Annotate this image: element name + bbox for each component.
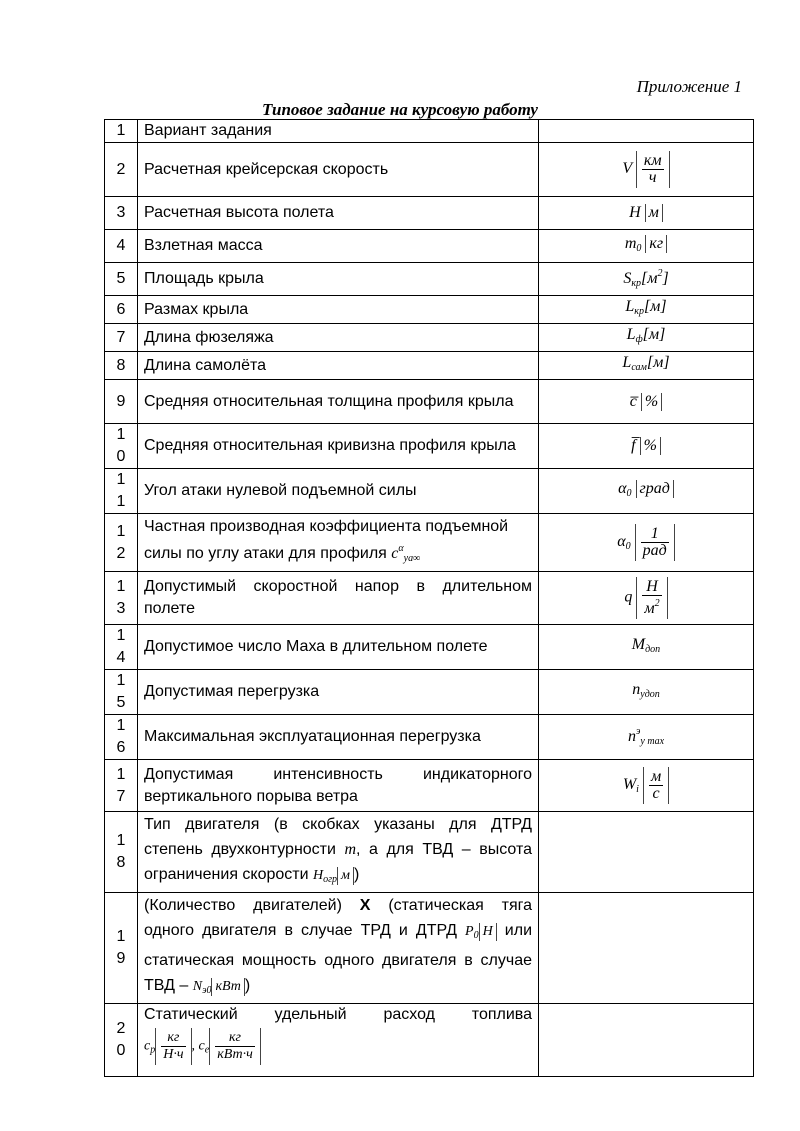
symbol-subscript: сам [631,362,647,373]
row-number: 2 [105,143,138,197]
unit-denominator-text: м [644,600,655,617]
table-row [105,296,754,324]
table-row [105,715,754,760]
row-number-text: 14 [116,627,126,666]
formula-symbol: c [144,1038,151,1054]
row-symbol [539,296,754,324]
symbol-unit: м [645,204,663,222]
row-number [105,514,138,572]
formula-unit: м [337,867,354,885]
row-number: 9 [105,380,138,424]
unit-bracket [209,1028,261,1065]
table-row [105,424,754,469]
unit-bracket [635,524,675,561]
symbol-subscript: 0 [636,242,642,254]
row-number [105,1004,138,1077]
row-number [105,424,138,469]
row-parameter [138,893,539,1004]
symbol-subscript: ф [635,334,643,345]
row-number-text: 12 [116,522,126,562]
symbol-unit: [м [641,270,658,287]
row-symbol [539,197,754,230]
symbol-text: S [623,270,632,287]
formula-symbol: N [192,979,203,994]
symbol-unit: % [640,437,661,455]
row-symbol [539,893,754,1004]
row-number-text: 19 [116,928,126,967]
table-row [105,230,754,263]
row-number: 6 [105,296,138,324]
formula-subscript: e [204,1044,210,1056]
parameter-text-cont: , а для ТВД – высота ограничения скорости [144,841,533,883]
row-number [105,469,138,514]
row-number: 1 [105,120,138,143]
row-number [105,812,138,893]
row-number-text: 18 [116,832,126,871]
symbol-unit: [м] [643,298,667,315]
table-row [105,670,754,715]
parameter-text-cont: (статическая тяга одного двигателя в случае ТРД и ДТРД [144,897,532,939]
symbol-text: H [629,204,641,221]
row-parameter: Площадь крыла [138,263,539,296]
unit-denominator: Н·ч [163,1047,184,1062]
unit-bracket [636,151,670,188]
row-parameter: Размах крыла [138,296,539,324]
symbol-unit: % [641,393,662,411]
table-row [105,893,754,1004]
inline-formula [144,1028,532,1065]
inline-formula [313,868,354,883]
row-parameter [138,1004,539,1077]
formula-symbol: c [198,1038,205,1054]
table-row [105,572,754,625]
row-symbol [539,760,754,812]
unit-denominator: кВт·ч [217,1047,253,1062]
row-symbol [539,324,754,352]
symbol-text: V [622,160,632,178]
row-symbol [539,514,754,572]
unit-denominator: с [652,785,660,802]
table-row [105,1004,754,1077]
unit-denominator [642,596,661,617]
unit-superscript: 2 [657,268,663,279]
symbol-text: α [618,479,627,497]
symbol-text: n [627,728,636,745]
parameter-text: (Количество двигателей) [144,897,360,914]
row-number: 7 [105,324,138,352]
unit-superscript: 2 [654,598,660,609]
row-number-text: 15 [116,672,126,711]
row-number: 3 [105,197,138,230]
table-row [105,263,754,296]
symbol-text: c̅ [629,392,637,410]
table-row [105,514,754,572]
document-title: Типовое задание на курсовую работу [262,100,538,119]
row-number [105,572,138,625]
parameter-text: Статический удельный расход топлива [144,1006,532,1023]
row-parameter: Допустимое число Маха в длительном полете [138,625,539,670]
table-row [105,143,754,197]
symbol-text: α [617,533,626,551]
row-symbol [539,812,754,893]
unit-close: ] [662,270,669,287]
formula-symbol: c [391,544,399,562]
symbol-text: m [624,234,637,252]
symbol-subscript: 0 [626,487,632,499]
formula-symbol: H [313,868,324,883]
row-parameter: Допустимая перегрузка [138,670,539,715]
unit-bracket [636,577,667,619]
row-parameter: Угол атаки нулевой подъемной силы [138,469,539,514]
table-row [105,352,754,380]
formula-subscript: 0 [473,930,479,941]
unit-numerator: м [650,768,662,785]
table-row [105,120,754,143]
symbol-unit: [м] [646,354,670,371]
row-parameter: Длина фюзеляжа [138,324,539,352]
row-number-text: 17 [116,765,126,805]
parameter-text-end: ) [244,977,251,994]
row-parameter: Средняя относительная толщина профиля крыла [138,380,539,424]
symbol-text: L [626,326,636,343]
row-parameter [138,514,539,572]
inline-formula [465,924,497,939]
formula-symbol: P [465,924,474,939]
unit-bracket [643,767,669,804]
symbol-text: L [622,354,632,371]
symbol-text: f̅ [631,437,636,454]
row-symbol [539,625,754,670]
inline-formula-2 [193,979,245,994]
row-parameter: Средняя относительная кривизна профиля крыла [138,424,539,469]
parameter-bold: Х [359,897,371,914]
symbol-subscript: y max [640,736,665,747]
table-row [105,380,754,424]
table-row [105,760,754,812]
symbol-subscript: yдоп [640,688,660,700]
row-symbol [539,572,754,625]
symbol-subscript: кр [631,278,641,289]
row-symbol [539,715,754,760]
unit-bracket [155,1028,191,1065]
row-parameter: Взлетная масса [138,230,539,263]
row-symbol [539,424,754,469]
symbol-subscript: кр [634,306,644,317]
table-row [105,324,754,352]
row-number [105,893,138,1004]
row-number [105,670,138,715]
table-row [105,625,754,670]
symbol-text: q [624,588,633,606]
row-symbol [539,263,754,296]
row-number-text: 11 [116,471,126,510]
row-number [105,760,138,812]
parameter-text-end: ) [353,866,360,883]
symbol-text: W [622,776,637,794]
row-number [105,715,138,760]
formula-separator: , [191,1038,196,1054]
parameter-variable: m [344,841,357,858]
table-row [105,469,754,514]
unit-denominator: рад [642,542,667,559]
row-number-text: 20 [116,1020,126,1059]
row-symbol [539,670,754,715]
row-symbol [539,143,754,197]
inline-formula [391,542,421,564]
unit-numerator: Н [642,579,661,596]
unit-numerator: км [643,152,662,169]
symbol-unit: град [636,480,674,498]
symbol-superscript: э [635,726,641,737]
row-symbol [539,380,754,424]
row-symbol [539,230,754,263]
formula-superscript: α [398,542,404,554]
assignment-table [104,119,754,1077]
row-number-text: 10 [116,426,126,465]
unit-denominator: ч [648,169,657,186]
symbol-subscript: доп [645,643,661,655]
row-symbol [539,469,754,514]
row-parameter: Допустимая интенсивность индикаторного вертикального порыва ветра [138,760,539,812]
row-number: 5 [105,263,138,296]
symbol-unit: [м] [642,326,666,343]
row-number-text: 16 [116,717,126,756]
symbol-subscript: 0 [625,541,631,553]
formula-unit: кВт [211,978,244,996]
unit-numerator: кг [215,1030,255,1047]
row-number [105,625,138,670]
unit-numerator: кг [161,1030,185,1047]
row-parameter: Расчетная крейсерская скорость [138,143,539,197]
row-parameter: Длина самолёта [138,352,539,380]
parameter-text: Тип двигателя (в скобках указаны для ДТРД степень двухконтурности [144,816,532,858]
row-parameter: Вариант задания [138,120,539,143]
formula-subscript: p [150,1044,156,1056]
row-number-text: 13 [116,578,126,617]
formula-subscript: э0 [202,985,212,996]
row-parameter [138,812,539,893]
row-parameter: Максимальная эксплуатационная перегрузка [138,715,539,760]
formula-subscript: огр [323,874,338,885]
symbol-text: n [632,680,641,698]
table-row [105,197,754,230]
symbol-unit: кг [645,235,667,253]
formula-unit: Н [479,923,497,941]
row-symbol [539,352,754,380]
row-parameter: Расчетная высота полета [138,197,539,230]
appendix-label: Приложение 1 [636,77,742,96]
parameter-text-cont2: или статическая мощность одного двигателя в случае ТВД – [144,922,533,994]
formula-subscript: ya∞ [403,552,421,564]
row-symbol [539,1004,754,1077]
symbol-text: L [625,298,635,315]
unit-numerator: 1 [641,526,669,543]
row-number: 8 [105,352,138,380]
row-symbol [539,120,754,143]
row-number: 4 [105,230,138,263]
row-parameter: Допустимый скоростной напор в длительном полете [138,572,539,625]
parameter-text: Частная производная коэффициента подъемной силы по углу атаки для профиля [144,517,509,562]
table-row [105,812,754,893]
symbol-subscript: i [636,784,639,796]
symbol-text: M [631,635,646,653]
